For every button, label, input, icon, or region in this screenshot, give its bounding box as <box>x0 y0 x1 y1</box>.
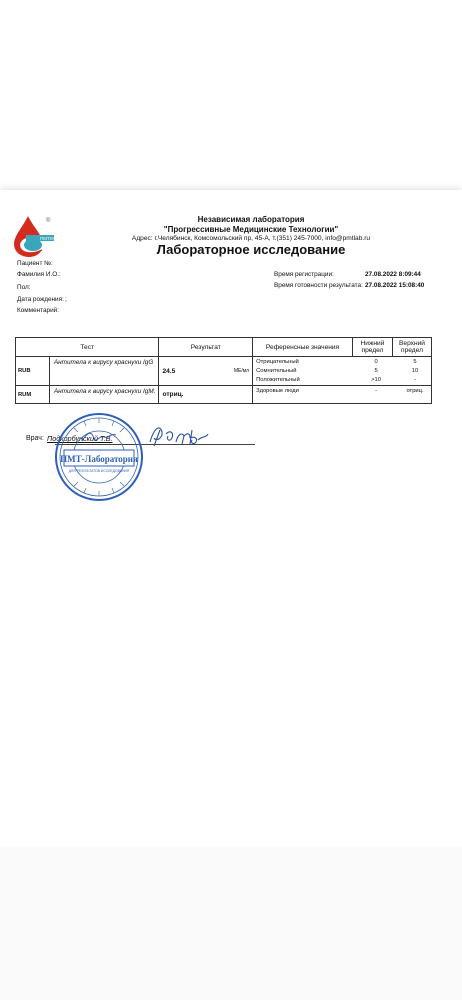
test-code: RUB <box>16 357 50 386</box>
patient-birth-label: Дата рождения: <box>17 296 64 303</box>
header-result: Результат <box>159 338 253 357</box>
result-value: отриц. <box>162 391 184 398</box>
ref-row <box>253 386 431 395</box>
table-row <box>16 357 432 386</box>
patient-comment-label: Комментарий: <box>17 307 60 314</box>
lab-stamp <box>54 412 144 502</box>
ref-name: Отрицательный <box>256 358 299 365</box>
header-low: Нижний предел <box>353 338 393 357</box>
doctor-signature <box>146 420 212 450</box>
ready-time-label: Время готовности результата: <box>274 282 363 289</box>
ref-name: Здоровые люди <box>256 387 299 394</box>
test-code: RUM <box>16 386 50 404</box>
lab-name-line2: "Прогрессивные Медицинские Технологии" <box>163 225 339 234</box>
patient-sex-label: Пол: <box>17 284 31 291</box>
ref-name: Сомнительный <box>256 367 297 374</box>
ref-high: отриц. <box>406 387 424 394</box>
registration-time-value: 27.08.2022 8:09:44 <box>365 271 421 278</box>
doctor-name: Подкорбунский Т.В. <box>47 434 113 443</box>
reference-values <box>253 386 432 404</box>
results-table <box>15 337 432 404</box>
ref-low: - <box>375 387 378 394</box>
ref-low: 5 <box>374 367 378 374</box>
logo-text: ПМТЛАБ <box>40 236 59 241</box>
lab-address: Адрес: г.Челябинск, Комсомольский пр, 45-А, т.(351) 245-7000, info@pmtlab.ru <box>131 235 371 242</box>
test-name: Антитела к вирусу краснухи IgG <box>49 357 159 386</box>
stamp-sub-text: ДЛЯ РЕЗУЛЬТАТОВ ИССЛЕДОВАНИЯ <box>68 469 130 473</box>
header-test: Тест <box>16 338 159 357</box>
ref-row <box>253 366 431 375</box>
stamp-signature-scribble <box>80 427 120 447</box>
ref-high: 10 <box>411 367 419 374</box>
result-unit: МЕ/мл <box>233 368 250 374</box>
patient-name-label: Фамилия И.О.: <box>17 271 61 278</box>
background-top <box>0 0 462 190</box>
document-title: Лабораторное исследование <box>156 242 346 257</box>
table-header-row <box>16 338 432 357</box>
result-value: 24.5 <box>162 367 176 375</box>
ready-time-value: 27.08.2022 15:08:40 <box>365 282 425 289</box>
header-high: Верхний предел <box>392 338 431 357</box>
header-reference: Референсные значения <box>253 338 353 357</box>
test-result <box>159 386 253 404</box>
background-bottom <box>0 846 462 1000</box>
ref-high: 5 <box>413 358 417 365</box>
table-row <box>16 386 432 404</box>
patient-birth-value: ; <box>65 296 67 303</box>
stamp-center-text: ПМТ-Лаборатория <box>60 454 138 464</box>
ref-high: - <box>414 376 416 383</box>
lab-name-line1: Независимая лаборатория <box>197 215 305 224</box>
ref-low: 0 <box>374 358 378 365</box>
ref-low: >10 <box>371 376 381 383</box>
registration-time-label: Время регистрации: <box>274 271 334 278</box>
ref-name: Положительный <box>256 376 300 383</box>
ref-row <box>253 375 431 384</box>
registered-mark: ® <box>46 218 51 224</box>
test-name: Антитела к вирусу краснухи IgM. <box>49 386 159 404</box>
test-result <box>159 357 253 386</box>
reference-values <box>253 357 432 386</box>
doctor-label: Врач: <box>26 435 44 442</box>
ref-row <box>253 357 431 366</box>
patient-number-label: Пациент №: <box>17 260 53 267</box>
